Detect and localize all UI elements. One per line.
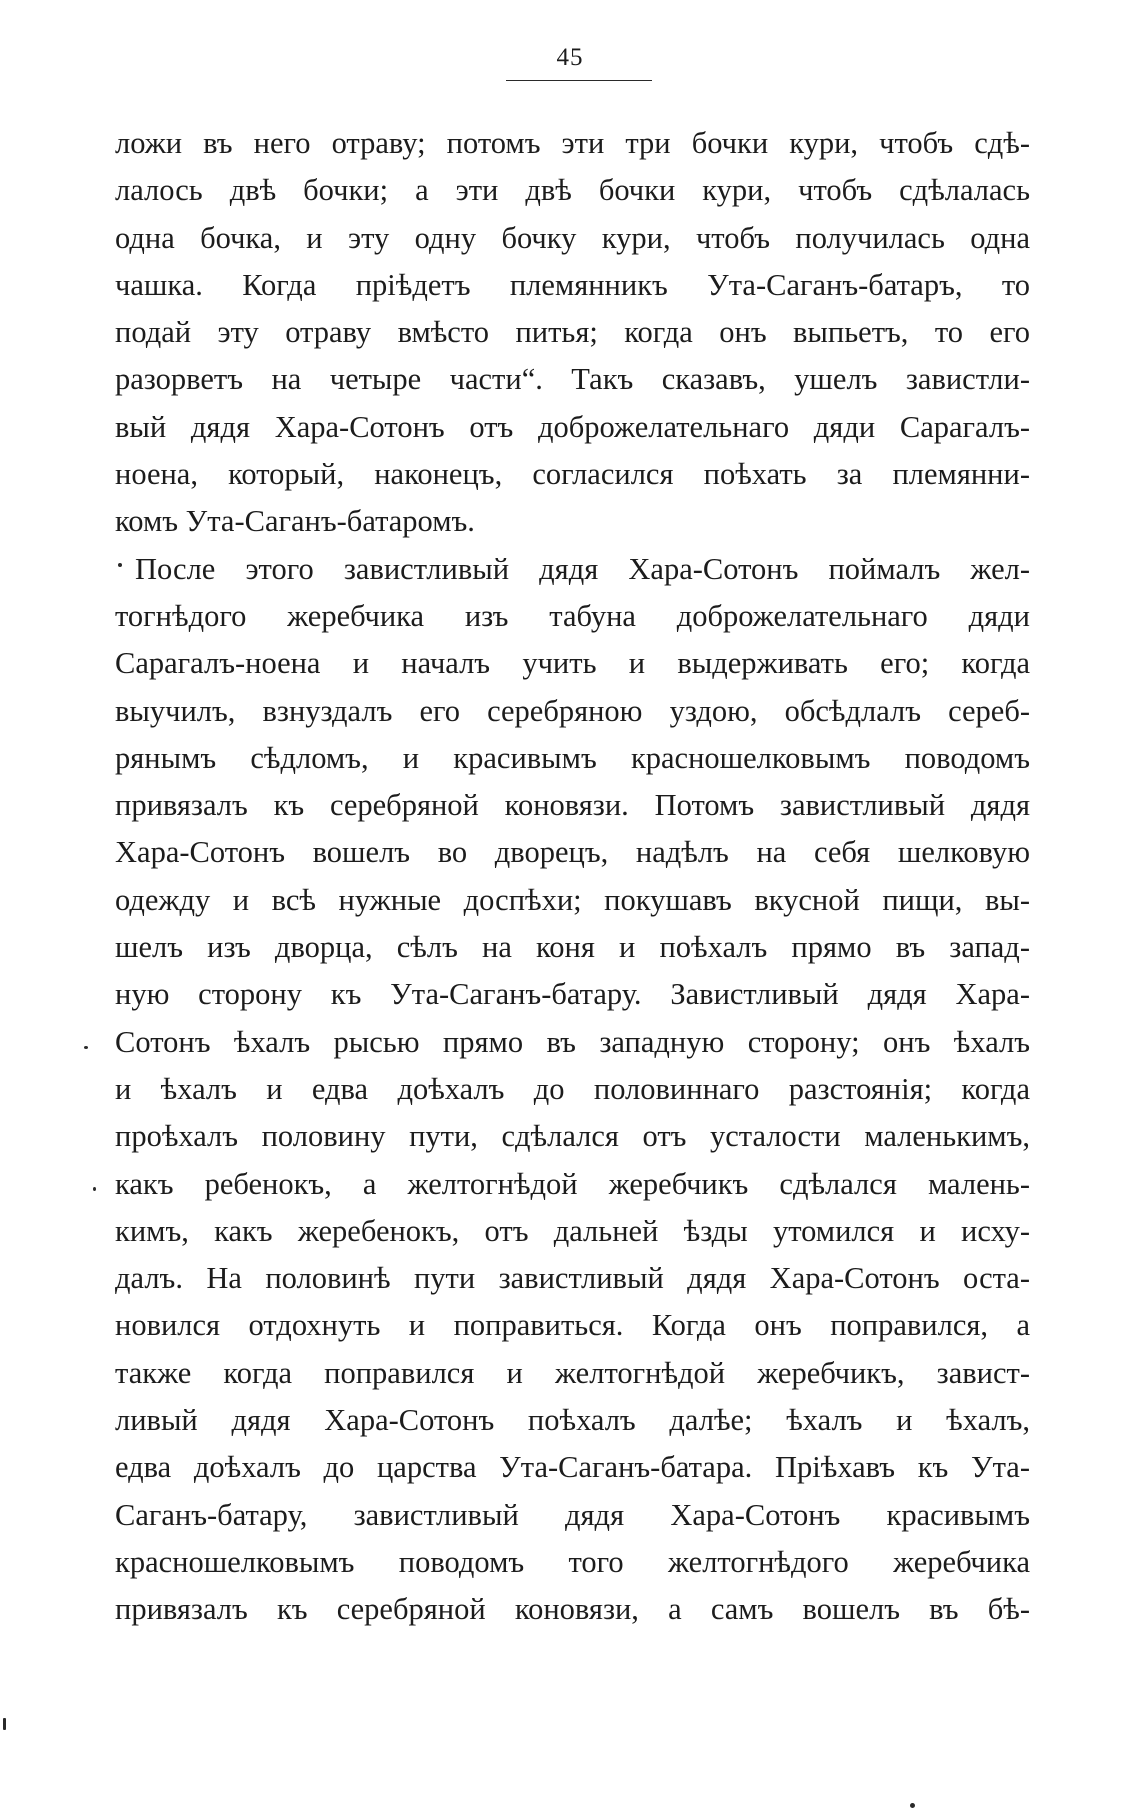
text-line: одежду и всѣ нужные доспѣхи; покушавъ вкусной пищи, вы- bbox=[115, 882, 1030, 917]
text-line: ноена, который, наконецъ, согласился поѣхать за племянни- bbox=[115, 457, 1030, 492]
scan-speck bbox=[910, 1803, 915, 1808]
text-line: лалось двѣ бочки; а эти двѣ бочки кури, чтобъ сдѣлалась bbox=[115, 173, 1030, 208]
page-number: 45 bbox=[556, 44, 584, 71]
text-line: шелъ изъ дворца, сѣлъ на коня и поѣхалъ прямо въ запад- bbox=[115, 930, 1030, 965]
body-text bbox=[115, 120, 1030, 1634]
text-line: красношелковымъ поводомъ того желтогнѣдого жеребчика bbox=[115, 1544, 1030, 1579]
paragraph-2 bbox=[115, 546, 1030, 1634]
text-line: и ѣхалъ и едва доѣхалъ до половиннаго разстоянія; когда bbox=[115, 1071, 1030, 1106]
text-line: Саганъ-батару, завистливый дядя Хара-Сотонъ красивымъ bbox=[115, 1497, 1030, 1532]
text-line: ливый дядя Хара-Сотонъ поѣхалъ далѣе; ѣхалъ и ѣхалъ, bbox=[115, 1403, 1030, 1438]
text-line: Сарагалъ-ноена и началъ учить и выдерживать его; когда bbox=[115, 646, 1030, 681]
text-line: разорветъ на четыре части“. Такъ сказавъ, ушелъ завистли- bbox=[115, 362, 1030, 397]
paragraph-1 bbox=[115, 120, 1030, 546]
text-line: комъ Ута-Саганъ-батаромъ. bbox=[115, 504, 475, 539]
text-line: новился отдохнуть и поправиться. Когда онъ поправился, а bbox=[115, 1308, 1030, 1343]
scan-speck bbox=[93, 1187, 96, 1191]
text-line: одна бочка, и эту одну бочку кури, чтобъ получилась одна bbox=[115, 220, 1030, 255]
scan-speck bbox=[84, 1046, 88, 1049]
text-line: далъ. На половинѣ пути завистливый дядя Хара-Сотонъ оста- bbox=[115, 1261, 1030, 1296]
text-line: После этого завистливый дядя Хара-Сотонъ поймалъ жел- bbox=[135, 551, 1030, 586]
text-line: кимъ, какъ жеребенокъ, отъ дальней ѣзды утомился и исху- bbox=[115, 1213, 1030, 1248]
text-line: выучилъ, взнуздалъ его серебряною уздою, обсѣдлалъ сереб- bbox=[115, 693, 1030, 728]
text-line: чашка. Когда пріѣдетъ племянникъ Ута-Саганъ-батаръ, то bbox=[115, 267, 1030, 302]
text-line: рянымъ сѣдломъ, и красивымъ красношелковымъ поводомъ bbox=[115, 740, 1030, 775]
text-line: привязалъ къ серебряной коновязи, а самъ вошелъ въ бѣ- bbox=[115, 1592, 1030, 1627]
text-line: также когда поправился и желтогнѣдой жеребчикъ, завист- bbox=[115, 1355, 1030, 1390]
text-line: ложи въ него отраву; потомъ эти три бочки кури, чтобъ сдѣ- bbox=[115, 126, 1030, 160]
text-line: Сотонъ ѣхалъ рысью прямо въ западную сторону; онъ ѣхалъ bbox=[115, 1024, 1030, 1059]
text-line: проѣхалъ половину пути, сдѣлался отъ усталости маленькимъ, bbox=[115, 1119, 1030, 1154]
text-line: привязалъ къ серебряной коновязи. Потомъ завистливый дядя bbox=[115, 788, 1030, 823]
text-line: едва доѣхалъ до царства Ута-Саганъ-батара. Пріѣхавъ къ Ута- bbox=[115, 1450, 1030, 1485]
header-rule bbox=[506, 80, 652, 81]
text-line: подай эту отраву вмѣсто питья; когда онъ выпьетъ, то его bbox=[115, 315, 1030, 350]
scan-speck bbox=[3, 1718, 6, 1730]
text-line: Хара-Сотонъ вошелъ во дворецъ, надѣлъ на себя шелковую bbox=[115, 835, 1030, 870]
text-line: какъ ребенокъ, а желтогнѣдой жеребчикъ сдѣлался малень- bbox=[115, 1166, 1030, 1201]
text-line: ную сторону къ Ута-Саганъ-батару. Завистливый дядя Хара- bbox=[115, 977, 1030, 1012]
text-line: тогнѣдого жеребчика изъ табуна доброжелательнаго дяди bbox=[115, 598, 1030, 633]
text-line: вый дядя Хара-Сотонъ отъ доброжелательнаго дяди Сарагалъ- bbox=[115, 409, 1030, 444]
scan-speck bbox=[118, 563, 122, 567]
